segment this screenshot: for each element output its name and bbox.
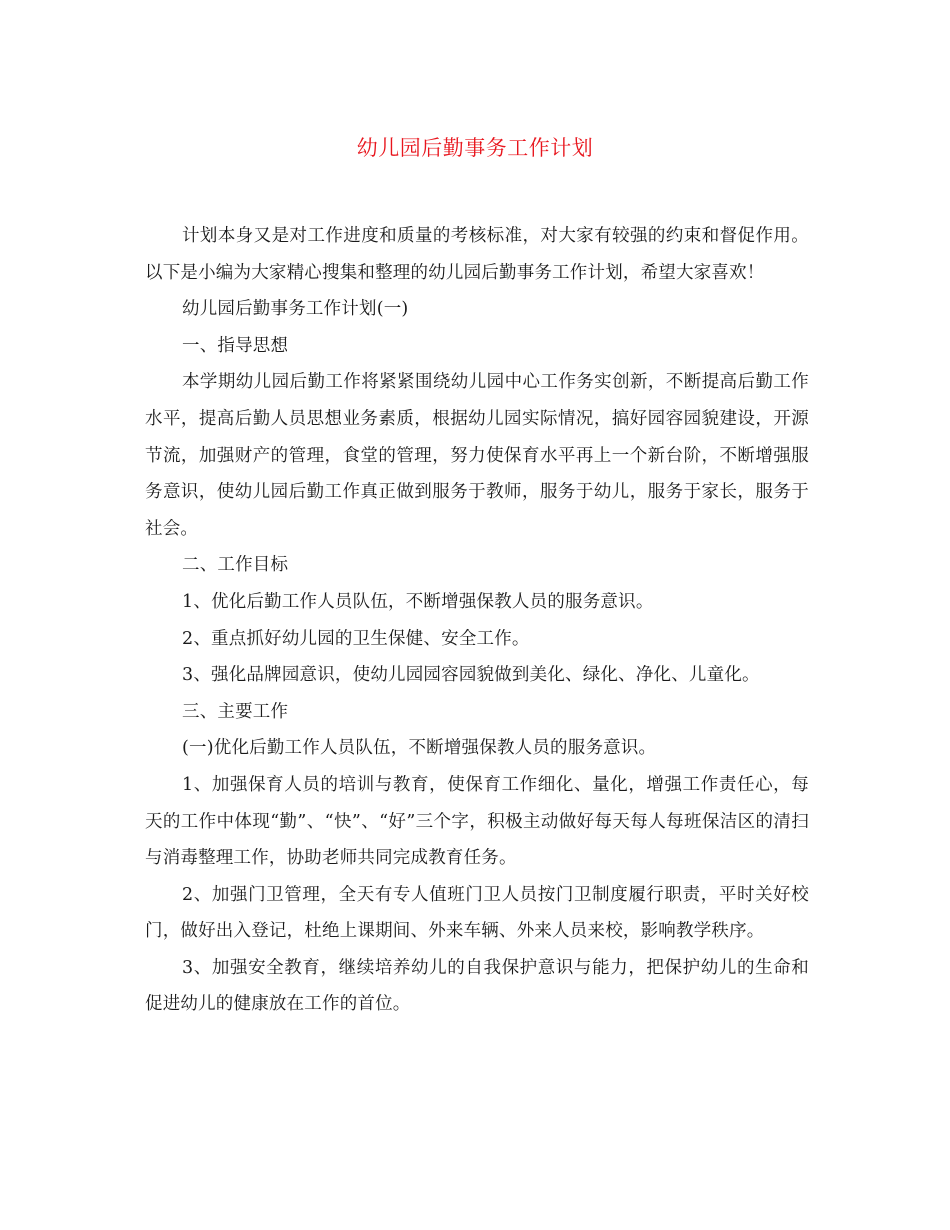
main-work-item-1: 1、加强保育人员的培训与教育，使保育工作细化、量化，增强工作责任心，每天的工作中体现“勤”、“快”、“好”三个字，积极主动做好每天每人每班保洁区的清扫与消毒整理工作，协助老师共同完成教育任务。 <box>145 774 809 869</box>
main-work-subheading-1: (一)优化后勤工作人员队伍，不断增强保教人员的服务意识。 <box>182 738 657 759</box>
document-title: 幼儿园后勤事务工作计划 <box>356 136 594 160</box>
main-work-item-3: 3、加强安全教育，继续培养幼儿的自我保护意识与能力，把保护幼儿的生命和促进幼儿的健康放在工作的首位。 <box>145 957 809 1015</box>
section-plan-one-heading: 幼儿园后勤事务工作计划(一) <box>182 299 409 320</box>
main-work-item-2: 2、加强门卫管理，全天有专人值班门卫人员按门卫制度履行职责，平时关好校门，做好出入登记，杜绝上课期间、外来车辆、外来人员来校，影响教学秩序。 <box>145 884 809 942</box>
heading-work-goals: 二、工作目标 <box>182 555 289 576</box>
goal-item-2: 2、重点抓好幼儿园的卫生保健、安全工作。 <box>182 628 530 649</box>
guiding-thought-paragraph: 本学期幼儿园后勤工作将紧紧围绕幼儿园中心工作务实创新，不断提高后勤工作水平，提高后勤人员思想业务素质，根据幼儿园实际情况，搞好园容园貌建设，开源节流，加强财产的管理，食堂的管理，努力使保育水平再上一个新台阶，不断增强服务意识，使幼儿园后勤工作真正做到服务于教师，服务于幼儿，服务于家长，服务于社会。 <box>145 372 809 539</box>
document-body <box>145 218 809 1023</box>
heading-main-work: 三、主要工作 <box>182 701 289 722</box>
goal-item-3: 3、强化品牌园意识，使幼儿园园容园貌做到美化、绿化、净化、儿童化。 <box>182 665 760 686</box>
goal-item-1: 1、优化后勤工作人员队伍，不断增强保教人员的服务意识。 <box>182 591 654 612</box>
heading-guiding-thought: 一、指导思想 <box>182 335 289 356</box>
intro-paragraph: 计划本身又是对工作进度和质量的考核标准，对大家有较强的约束和督促作用。以下是小编为大家精心搜集和整理的幼儿园后勤事务工作计划，希望大家喜欢！ <box>145 226 809 283</box>
